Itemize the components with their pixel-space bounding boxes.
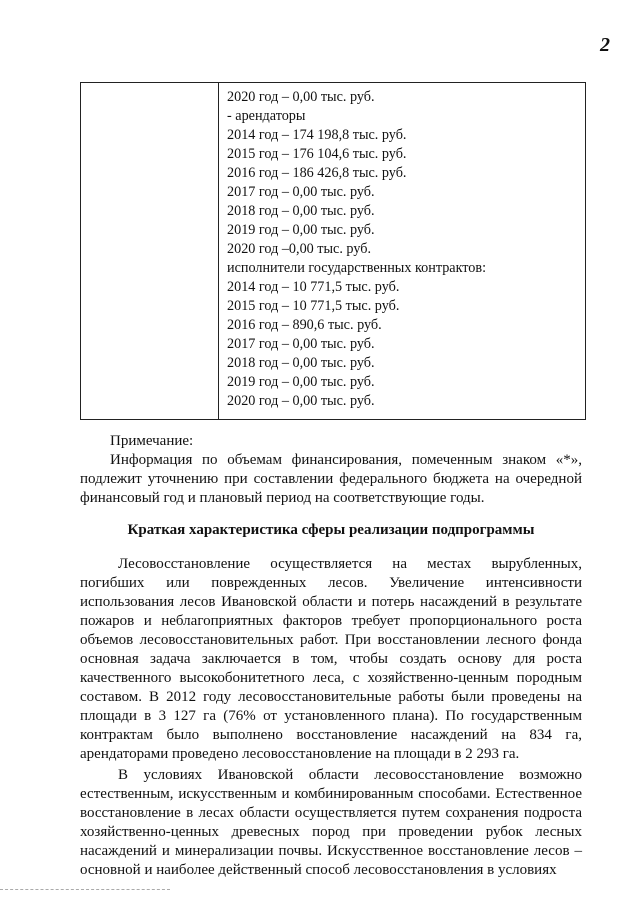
financing-line: 2017 год – 0,00 тыс. руб. bbox=[227, 336, 375, 352]
page-number: 2 bbox=[600, 34, 610, 56]
table-cell-financing bbox=[219, 83, 586, 420]
financing-line: 2018 год – 0,00 тыс. руб. bbox=[227, 203, 375, 219]
note-block bbox=[80, 432, 582, 508]
financing-line: 2014 год – 174 198,8 тыс. руб. bbox=[227, 127, 407, 143]
financing-line: 2019 год – 0,00 тыс. руб. bbox=[227, 374, 375, 390]
financing-line: 2016 год – 890,6 тыс. руб. bbox=[227, 317, 382, 333]
financing-line: исполнители государственных контрактов: bbox=[227, 260, 487, 276]
financing-line: 2014 год – 10 771,5 тыс. руб. bbox=[227, 279, 400, 295]
financing-line: 2020 год – 0,00 тыс. руб. bbox=[227, 89, 375, 105]
section-body bbox=[80, 555, 582, 880]
note-label: Примечание: bbox=[110, 433, 194, 449]
scan-artifact-line bbox=[0, 889, 170, 890]
paragraph: В условиях Ивановской области лесовосстановление возможно естественным, искусственным и комбинированным способами. Естественное восстановление в лесах области осуществляется путем сохранения подроста хозяйственно-ценных древесных пород при проведении рубок лесных насаждений и минерализации почвы. Искусственное восстановление лесов – основной и наиболее действенный способ лесовосстановления в условиях bbox=[80, 767, 582, 878]
financing-line: 2018 год – 0,00 тыс. руб. bbox=[227, 355, 375, 371]
financing-line: 2020 год –0,00 тыс. руб. bbox=[227, 241, 372, 257]
financing-line: 2016 год – 186 426,8 тыс. руб. bbox=[227, 165, 407, 181]
financing-line: 2015 год – 10 771,5 тыс. руб. bbox=[227, 298, 400, 314]
table-row bbox=[81, 83, 586, 420]
financing-line: - арендаторы bbox=[227, 108, 306, 124]
financing-line: 2015 год – 176 104,6 тыс. руб. bbox=[227, 146, 407, 162]
financing-line: 2017 год – 0,00 тыс. руб. bbox=[227, 184, 375, 200]
table-cell-empty bbox=[81, 83, 219, 420]
section-title: Краткая характеристика сферы реализации подпрограммы bbox=[127, 522, 535, 538]
paragraph: Лесовосстановление осуществляется на местах вырубленных, погибших или поврежденных лесов. Увеличение интенсивности использования лесов Ивановской области и потерь насаждений в результате пожаров и неблагоприятных факторов требует пропорционального роста объемов лесовосстановительных работ. При восстановлении лесного фонда основная задача заключается в том, чтобы создать основу для роста качественного высокобонитетного леса, с хозяйственно-ценным породным составом. В 2012 году лесовосстановительные работы были проведены на площади в 3 127 га (76% от установленного плана). По государственным контрактам было выполнено восстановление насаждений на 834 га, арендаторами проведено лесовосстановление на площади в 2 293 га. bbox=[80, 556, 582, 762]
financing-table bbox=[80, 82, 586, 420]
financing-line: 2020 год – 0,00 тыс. руб. bbox=[227, 393, 375, 409]
note-text: Информация по объемам финансирования, помеченным знаком «*», подлежит уточнению при составлении федерального бюджета на очередной финансовый год и плановый период на соответствующие годы. bbox=[80, 452, 582, 506]
financing-line: 2019 год – 0,00 тыс. руб. bbox=[227, 222, 375, 238]
